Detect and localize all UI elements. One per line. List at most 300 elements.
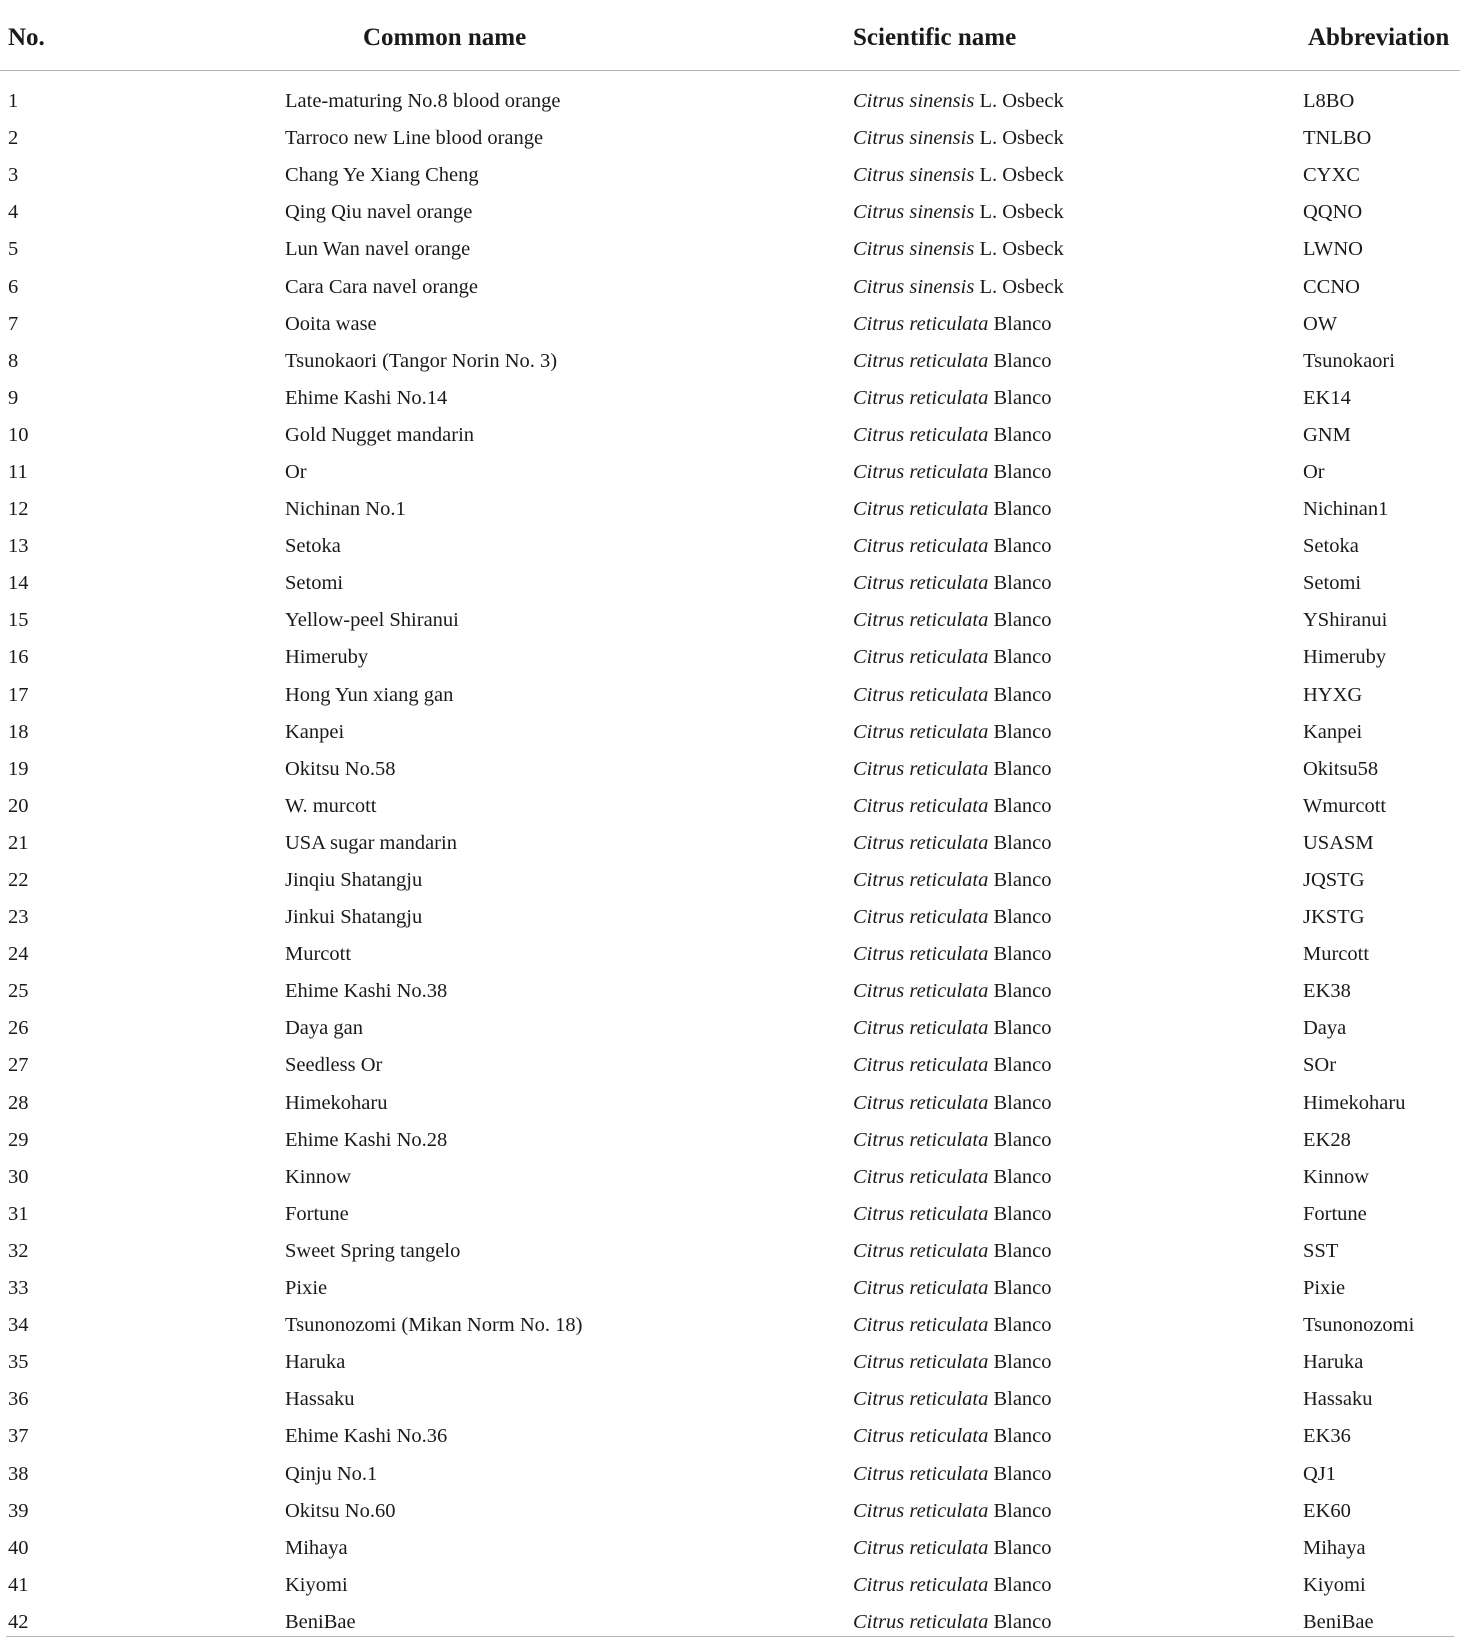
cell-no: 20 — [8, 794, 29, 817]
table-row — [0, 1085, 1460, 1122]
cell-scientific-name — [853, 1455, 1308, 1492]
table-row — [0, 1418, 1460, 1455]
table-row — [0, 1493, 1460, 1530]
cell-no: 7 — [8, 312, 19, 335]
scientific-binomial: Citrus reticulata — [853, 1573, 989, 1596]
header-common-name: Common name — [293, 0, 853, 71]
cell-abbreviation: SST — [1303, 1239, 1339, 1262]
cell-abbreviation: CYXC — [1303, 164, 1360, 187]
cell-scientific-name — [853, 1159, 1308, 1196]
scientific-authority: Blanco — [993, 572, 1052, 595]
table-row — [0, 899, 1460, 936]
table-row — [0, 751, 1460, 788]
scientific-authority: Blanco — [993, 498, 1052, 521]
table-row — [0, 936, 1460, 973]
cell-no: 4 — [8, 201, 19, 224]
cell-scientific-name — [853, 1493, 1308, 1530]
cell-no: 42 — [8, 1610, 29, 1633]
table-row — [0, 1233, 1460, 1270]
scientific-binomial: Citrus reticulata — [853, 1610, 989, 1633]
scientific-authority: Blanco — [993, 980, 1052, 1003]
cell-abbreviation: Okitsu58 — [1303, 757, 1379, 780]
cell-abbreviation: QJ1 — [1303, 1462, 1337, 1485]
scientific-authority: Blanco — [993, 1165, 1052, 1188]
cell-scientific-name — [853, 714, 1308, 751]
cell-no: 12 — [8, 498, 29, 521]
scientific-authority: Blanco — [993, 1388, 1052, 1411]
cell-abbreviation: EK38 — [1303, 980, 1351, 1003]
cell-scientific-name — [853, 1567, 1308, 1604]
scientific-binomial: Citrus reticulata — [853, 646, 989, 669]
table-row — [0, 268, 1460, 305]
scientific-binomial: Citrus reticulata — [853, 386, 989, 409]
cell-no: 26 — [8, 1017, 29, 1040]
cell-scientific-name — [853, 343, 1308, 380]
table-row — [0, 1307, 1460, 1344]
cell-common-name: Himekoharu — [285, 1091, 388, 1114]
table-row — [0, 862, 1460, 899]
cell-scientific-name — [853, 1381, 1308, 1418]
cell-scientific-name — [853, 1530, 1308, 1567]
cell-abbreviation: Kinnow — [1303, 1165, 1370, 1188]
cell-abbreviation: GNM — [1303, 423, 1351, 446]
scientific-authority: Blanco — [993, 1499, 1052, 1522]
cell-abbreviation: LWNO — [1303, 238, 1363, 261]
cell-no: 22 — [8, 869, 29, 892]
scientific-binomial: Citrus reticulata — [853, 1128, 989, 1151]
table-row — [0, 639, 1460, 676]
scientific-binomial: Citrus reticulata — [853, 1239, 989, 1262]
scientific-binomial: Citrus reticulata — [853, 1462, 989, 1485]
table-row — [0, 677, 1460, 714]
cell-no: 23 — [8, 906, 29, 929]
table-row — [0, 1196, 1460, 1233]
cell-abbreviation: Or — [1303, 460, 1325, 483]
cell-scientific-name — [853, 120, 1308, 157]
scientific-binomial: Citrus sinensis — [853, 164, 975, 187]
scientific-authority: Blanco — [993, 906, 1052, 929]
cell-no: 30 — [8, 1165, 29, 1188]
cell-scientific-name — [853, 602, 1308, 639]
cell-abbreviation: Hassaku — [1303, 1388, 1373, 1411]
cell-scientific-name — [853, 1010, 1308, 1047]
cell-common-name: Ehime Kashi No.36 — [285, 1425, 448, 1448]
cell-abbreviation: SOr — [1303, 1054, 1337, 1077]
scientific-authority: Blanco — [993, 646, 1052, 669]
cell-common-name: Hong Yun xiang gan — [285, 683, 454, 706]
scientific-authority: Blanco — [993, 609, 1052, 632]
cell-scientific-name — [853, 1233, 1308, 1270]
cell-scientific-name — [853, 268, 1308, 305]
cell-scientific-name — [853, 973, 1308, 1010]
cell-no: 14 — [8, 572, 29, 595]
cell-common-name: Haruka — [285, 1351, 346, 1374]
cell-no: 13 — [8, 535, 29, 558]
cell-scientific-name — [853, 1122, 1308, 1159]
cell-abbreviation: QQNO — [1303, 201, 1363, 224]
header-scientific-name: Scientific name — [853, 0, 1308, 71]
scientific-authority: Blanco — [993, 869, 1052, 892]
cell-scientific-name — [853, 788, 1308, 825]
cell-no: 27 — [8, 1054, 29, 1077]
scientific-authority: Blanco — [993, 794, 1052, 817]
table-row — [0, 380, 1460, 417]
cell-scientific-name — [853, 306, 1308, 343]
cell-abbreviation: Pixie — [1303, 1277, 1346, 1300]
cell-common-name: Ehime Kashi No.14 — [285, 386, 448, 409]
scientific-authority: Blanco — [993, 535, 1052, 558]
cell-no: 19 — [8, 757, 29, 780]
table-row — [0, 231, 1460, 268]
cell-no: 29 — [8, 1128, 29, 1151]
scientific-binomial: Citrus reticulata — [853, 869, 989, 892]
cell-common-name: Fortune — [285, 1202, 349, 1225]
table-row — [0, 1159, 1460, 1196]
cell-no: 28 — [8, 1091, 29, 1114]
scientific-binomial: Citrus reticulata — [853, 1091, 989, 1114]
scientific-authority: L. Osbeck — [979, 275, 1064, 298]
cell-abbreviation: USASM — [1303, 831, 1374, 854]
cell-common-name: Okitsu No.60 — [285, 1499, 396, 1522]
cell-no: 25 — [8, 980, 29, 1003]
cell-abbreviation: Daya — [1303, 1017, 1347, 1040]
scientific-binomial: Citrus reticulata — [853, 943, 989, 966]
scientific-binomial: Citrus reticulata — [853, 572, 989, 595]
cell-no: 9 — [8, 386, 19, 409]
cell-abbreviation: Setoka — [1303, 535, 1359, 558]
cell-scientific-name — [853, 71, 1308, 121]
cell-no: 15 — [8, 609, 29, 632]
cell-no: 10 — [8, 423, 29, 446]
cell-scientific-name — [853, 1085, 1308, 1122]
cell-scientific-name — [853, 862, 1308, 899]
cell-no: 40 — [8, 1536, 29, 1559]
cell-abbreviation: Himekoharu — [1303, 1091, 1406, 1114]
cell-common-name: Late-maturing No.8 blood orange — [285, 90, 561, 113]
scientific-authority: Blanco — [993, 386, 1052, 409]
scientific-binomial: Citrus reticulata — [853, 906, 989, 929]
scientific-authority: L. Osbeck — [979, 90, 1064, 113]
cell-common-name: Qinju No.1 — [285, 1462, 378, 1485]
cell-scientific-name — [853, 528, 1308, 565]
scientific-authority: Blanco — [993, 1202, 1052, 1225]
scientific-binomial: Citrus reticulata — [853, 980, 989, 1003]
cell-common-name: W. murcott — [285, 794, 377, 817]
cell-no: 35 — [8, 1351, 29, 1374]
cell-no: 21 — [8, 831, 29, 854]
cell-scientific-name — [853, 454, 1308, 491]
cell-abbreviation: EK36 — [1303, 1425, 1351, 1448]
cell-scientific-name — [853, 1344, 1308, 1381]
scientific-authority: Blanco — [993, 312, 1052, 335]
cell-abbreviation: JKSTG — [1303, 906, 1365, 929]
cell-no: 11 — [8, 460, 28, 483]
cell-common-name: Setoka — [285, 535, 341, 558]
cell-abbreviation: JQSTG — [1303, 869, 1365, 892]
cell-abbreviation: TNLBO — [1303, 127, 1372, 150]
cell-scientific-name — [853, 380, 1308, 417]
cell-scientific-name — [853, 677, 1308, 714]
scientific-binomial: Citrus reticulata — [853, 1202, 989, 1225]
cell-no: 38 — [8, 1462, 29, 1485]
cell-common-name: Lun Wan navel orange — [285, 238, 471, 261]
scientific-binomial: Citrus reticulata — [853, 1499, 989, 1522]
cell-scientific-name — [853, 825, 1308, 862]
cell-no: 17 — [8, 683, 29, 706]
scientific-binomial: Citrus reticulata — [853, 349, 989, 372]
scientific-authority: Blanco — [993, 1091, 1052, 1114]
cell-abbreviation: OW — [1303, 312, 1338, 335]
cell-common-name: Cara Cara navel orange — [285, 275, 478, 298]
table-row — [0, 1047, 1460, 1084]
scientific-binomial: Citrus reticulata — [853, 498, 989, 521]
cell-scientific-name — [853, 1307, 1308, 1344]
scientific-binomial: Citrus sinensis — [853, 201, 975, 224]
cell-scientific-name — [853, 491, 1308, 528]
scientific-binomial: Citrus sinensis — [853, 90, 975, 113]
scientific-authority: Blanco — [993, 1054, 1052, 1077]
scientific-binomial: Citrus reticulata — [853, 1054, 989, 1077]
cell-common-name: Jinqiu Shatangju — [285, 869, 423, 892]
cell-scientific-name — [853, 1418, 1308, 1455]
cell-abbreviation: EK14 — [1303, 386, 1351, 409]
cell-scientific-name — [853, 639, 1308, 676]
cell-no: 36 — [8, 1388, 29, 1411]
scientific-binomial: Citrus reticulata — [853, 831, 989, 854]
cell-no: 6 — [8, 275, 19, 298]
scientific-authority: Blanco — [993, 1536, 1052, 1559]
cell-abbreviation: Himeruby — [1303, 646, 1387, 669]
scientific-binomial: Citrus reticulata — [853, 609, 989, 632]
scientific-authority: L. Osbeck — [979, 164, 1064, 187]
table-row — [0, 71, 1460, 121]
cell-abbreviation: Tsunokaori — [1303, 349, 1395, 372]
cell-abbreviation: EK28 — [1303, 1128, 1351, 1151]
table-row — [0, 194, 1460, 231]
cell-scientific-name — [853, 1196, 1308, 1233]
cell-abbreviation: Tsunonozomi — [1303, 1314, 1415, 1337]
header-abbreviation: Abbreviation — [1308, 0, 1460, 71]
scientific-binomial: Citrus reticulata — [853, 683, 989, 706]
table-row — [0, 825, 1460, 862]
cell-common-name: Jinkui Shatangju — [285, 906, 423, 929]
cell-common-name: Sweet Spring tangelo — [285, 1239, 461, 1262]
cell-abbreviation: YShiranui — [1303, 609, 1388, 632]
cell-common-name: BeniBae — [285, 1610, 356, 1633]
scientific-authority: Blanco — [993, 1462, 1052, 1485]
scientific-authority: Blanco — [993, 757, 1052, 780]
table-row — [0, 417, 1460, 454]
cell-common-name: Pixie — [285, 1277, 328, 1300]
cell-common-name: Or — [285, 460, 307, 483]
cell-common-name: USA sugar mandarin — [285, 831, 457, 854]
scientific-authority: L. Osbeck — [979, 201, 1064, 224]
table-row — [0, 1010, 1460, 1047]
scientific-binomial: Citrus reticulata — [853, 460, 989, 483]
scientific-authority: Blanco — [993, 1017, 1052, 1040]
cell-no: 31 — [8, 1202, 29, 1225]
cell-common-name: Yellow-peel Shiranui — [285, 609, 459, 632]
cell-scientific-name — [853, 899, 1308, 936]
table-row — [0, 306, 1460, 343]
table-row — [0, 602, 1460, 639]
cell-scientific-name — [853, 1270, 1308, 1307]
cell-common-name: Kinnow — [285, 1165, 352, 1188]
table-body — [0, 71, 1460, 1641]
scientific-authority: Blanco — [993, 423, 1052, 446]
scientific-binomial: Citrus reticulata — [853, 535, 989, 558]
cell-scientific-name — [853, 231, 1308, 268]
scientific-authority: Blanco — [993, 1351, 1052, 1374]
cell-no: 33 — [8, 1277, 29, 1300]
table-row — [0, 1567, 1460, 1604]
cell-scientific-name — [853, 194, 1308, 231]
cell-common-name: Chang Ye Xiang Cheng — [285, 164, 479, 187]
cell-no: 16 — [8, 646, 29, 669]
cell-abbreviation: EK60 — [1303, 1499, 1351, 1522]
scientific-authority: Blanco — [993, 349, 1052, 372]
cell-common-name: Gold Nugget mandarin — [285, 423, 475, 446]
scientific-authority: Blanco — [993, 460, 1052, 483]
scientific-authority: Blanco — [993, 1610, 1052, 1633]
cell-common-name: Ehime Kashi No.28 — [285, 1128, 448, 1151]
cell-no: 1 — [8, 90, 19, 113]
cell-no: 18 — [8, 720, 29, 743]
scientific-authority: Blanco — [993, 683, 1052, 706]
scientific-binomial: Citrus sinensis — [853, 127, 975, 150]
scientific-binomial: Citrus reticulata — [853, 312, 989, 335]
table-row — [0, 1381, 1460, 1418]
scientific-binomial: Citrus reticulata — [853, 423, 989, 446]
table-row — [0, 1122, 1460, 1159]
cell-scientific-name — [853, 751, 1308, 788]
table-row — [0, 120, 1460, 157]
scientific-binomial: Citrus reticulata — [853, 720, 989, 743]
cell-no: 41 — [8, 1573, 29, 1596]
table-row — [0, 1270, 1460, 1307]
cell-common-name: Mihaya — [285, 1536, 348, 1559]
scientific-authority: Blanco — [993, 1239, 1052, 1262]
cell-abbreviation: L8BO — [1303, 90, 1355, 113]
cell-scientific-name — [853, 1047, 1308, 1084]
table-row — [0, 528, 1460, 565]
scientific-authority: Blanco — [993, 1128, 1052, 1151]
cell-common-name: Ehime Kashi No.38 — [285, 980, 448, 1003]
cell-common-name: Qing Qiu navel orange — [285, 201, 473, 224]
cell-abbreviation: Fortune — [1303, 1202, 1367, 1225]
table-row — [0, 565, 1460, 602]
cell-abbreviation: Murcott — [1303, 943, 1370, 966]
scientific-authority: Blanco — [993, 831, 1052, 854]
header-no: No. — [0, 0, 293, 71]
scientific-authority: Blanco — [993, 1573, 1052, 1596]
header-row — [0, 0, 1460, 71]
scientific-binomial: Citrus reticulata — [853, 1351, 989, 1374]
table-row — [0, 157, 1460, 194]
scientific-binomial: Citrus sinensis — [853, 275, 975, 298]
cell-no: 34 — [8, 1314, 29, 1337]
cell-abbreviation: Kiyomi — [1303, 1573, 1366, 1596]
cell-no: 24 — [8, 943, 29, 966]
cell-scientific-name — [853, 565, 1308, 602]
table-row — [0, 1530, 1460, 1567]
scientific-authority: Blanco — [993, 1425, 1052, 1448]
cell-no: 37 — [8, 1425, 29, 1448]
cell-abbreviation: Kanpei — [1303, 720, 1363, 743]
table-row — [0, 343, 1460, 380]
cell-common-name: Kiyomi — [285, 1573, 348, 1596]
scientific-binomial: Citrus reticulata — [853, 1536, 989, 1559]
cell-no: 8 — [8, 349, 19, 372]
cell-common-name: Setomi — [285, 572, 344, 595]
cell-scientific-name — [853, 417, 1308, 454]
scientific-binomial: Citrus reticulata — [853, 794, 989, 817]
table-bottom-rule — [6, 1636, 1454, 1637]
cell-common-name: Himeruby — [285, 646, 369, 669]
table-header — [0, 0, 1460, 71]
scientific-binomial: Citrus reticulata — [853, 1388, 989, 1411]
table-row — [0, 491, 1460, 528]
cell-common-name: Kanpei — [285, 720, 345, 743]
scientific-binomial: Citrus reticulata — [853, 1165, 989, 1188]
table-row — [0, 714, 1460, 751]
cell-common-name: Nichinan No.1 — [285, 498, 406, 521]
cell-common-name: Daya gan — [285, 1017, 363, 1040]
cell-no: 39 — [8, 1499, 29, 1522]
cell-abbreviation: Haruka — [1303, 1351, 1364, 1374]
cell-common-name: Okitsu No.58 — [285, 757, 396, 780]
cell-common-name: Tsunokaori (Tangor Norin No. 3) — [285, 349, 558, 372]
cell-common-name: Seedless Or — [285, 1054, 383, 1077]
cell-abbreviation: HYXG — [1303, 683, 1363, 706]
cell-abbreviation: CCNO — [1303, 275, 1360, 298]
cell-no: 2 — [8, 127, 19, 150]
scientific-binomial: Citrus reticulata — [853, 1314, 989, 1337]
cell-scientific-name — [853, 157, 1308, 194]
cell-abbreviation: Mihaya — [1303, 1536, 1366, 1559]
scientific-authority: L. Osbeck — [979, 127, 1064, 150]
scientific-binomial: Citrus reticulata — [853, 1277, 989, 1300]
scientific-authority: Blanco — [993, 1314, 1052, 1337]
cell-common-name: Tarroco new Line blood orange — [285, 127, 544, 150]
scientific-binomial: Citrus reticulata — [853, 757, 989, 780]
cell-common-name: Tsunonozomi (Mikan Norm No. 18) — [285, 1314, 583, 1337]
table-row — [0, 1344, 1460, 1381]
scientific-authority: Blanco — [993, 1277, 1052, 1300]
scientific-authority: L. Osbeck — [979, 238, 1064, 261]
cell-no: 32 — [8, 1239, 29, 1262]
cell-abbreviation: BeniBae — [1303, 1610, 1374, 1633]
table-row — [0, 788, 1460, 825]
cell-abbreviation: Nichinan1 — [1303, 498, 1389, 521]
cell-common-name: Ooita wase — [285, 312, 377, 335]
table-row — [0, 1455, 1460, 1492]
cell-common-name: Hassaku — [285, 1388, 355, 1411]
cell-no: 5 — [8, 238, 19, 261]
cell-common-name: Murcott — [285, 943, 352, 966]
scientific-authority: Blanco — [993, 720, 1052, 743]
cell-scientific-name — [853, 936, 1308, 973]
scientific-binomial: Citrus reticulata — [853, 1017, 989, 1040]
scientific-authority: Blanco — [993, 943, 1052, 966]
table-row — [0, 973, 1460, 1010]
cell-abbreviation: Setomi — [1303, 572, 1362, 595]
cell-abbreviation: Wmurcott — [1303, 794, 1387, 817]
cell-no: 3 — [8, 164, 19, 187]
table-row — [0, 454, 1460, 491]
scientific-binomial: Citrus sinensis — [853, 238, 975, 261]
scientific-binomial: Citrus reticulata — [853, 1425, 989, 1448]
